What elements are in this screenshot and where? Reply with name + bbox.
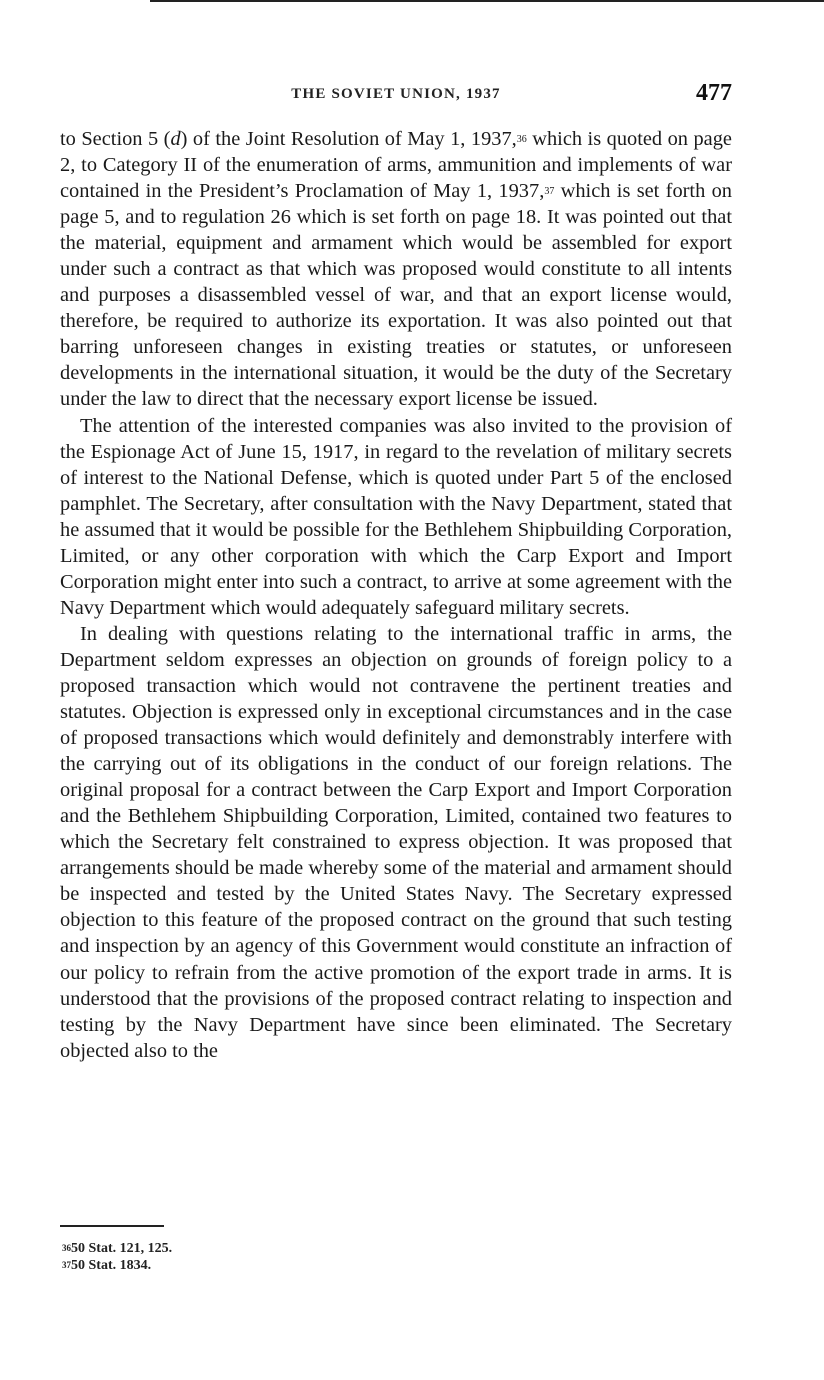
footnote-text: 50 Stat. 121, 125. [71,1241,173,1256]
footnote-ref-37: 37 [544,186,555,198]
paragraph-1 [60,126,732,413]
paragraph-1-text-d: which is set forth on page 5, and to regulation 26 which is set forth on page 18. It was pointed out that the material, equipment and armament which would be assembled for export under such a contract as that which was proposed would constitute to all intents and purposes a disassembled vessel of war, and that an export license would, therefore, be required to authorize its exportation. It was also pointed out that barring unforeseen changes in existing treaties or statutes, or unforeseen developments in the international situation, it would be the duty of the Secretary under the law to direct that the necessary export license be issued. [60,180,732,411]
footnote-divider [60,1225,164,1227]
paragraph-2: The attention of the interested companies was also invited to the provision of the Espionage Act of June 15, 1917, in regard to the revelation of military secrets of interest to the National Defense, which is quoted under Part 5 of the enclosed pamphlet. The Secretary, after consultation with the Navy Department, stated that he assumed that it would be possible for the Bethlehem Shipbuilding Corporation, Limited, or any other corporation with which the Carp Export and Import Corporation might enter into such a contract, to arrive at some agreement with the Navy Department which would adequately safeguard military secrets. [60,414,732,619]
running-title: THE SOVIET UNION, 1937 [291,86,501,102]
footnote-37 [62,1257,172,1274]
footnote-text: 50 Stat. 1834. [71,1258,152,1273]
body-text [60,126,732,1064]
footnote-mark: 36 [62,1243,71,1253]
section-letter: d [170,128,181,150]
footnotes [62,1240,172,1274]
paragraph-1-text-a: to Section 5 ( [60,128,171,150]
footnote-ref-36: 36 [516,134,527,145]
paragraph-1-text-c: which is quoted on page 2, to Category II of the enumeration of arms, ammunition and implements of war contained in the President’s Proclamation of May 1, 1937, [60,128,732,203]
page-number: 477 [696,80,732,106]
footnote-36 [62,1240,172,1257]
top-border-rule [150,0,824,2]
footnote-mark: 37 [62,1260,71,1270]
page-header [60,80,732,110]
paragraph-3: In dealing with questions relating to the international traffic in arms, the Department seldom expresses an objection on grounds of foreign policy to a proposed transaction which would not contravene the pertinent treaties and statutes. Objection is expressed only in exceptional circumstances and in the case of proposed transactions which would definitely and demonstrably interfere with the carrying out of its obligations in the conduct of our foreign relations. The original proposal for a contract between the Carp Export and Import Corporation and the Bethlehem Shipbuilding Corporation, Limited, contained two features to which the Secretary felt constrained to express objection. It was proposed that arrangements should be made whereby some of the material and armament should be inspected and tested by the United States Navy. The Secretary expressed objection to this feature of the proposed contract on the ground that such testing and inspection by an agency of this Government would constitute an infraction of our policy to refrain from the active promotion of the export trade in arms. It is understood that the provisions of the proposed contract relating to inspection and testing by the Navy Department have since been eliminated. The Secretary objected also to the [60,622,732,1062]
paragraph-1-text-b: ) of the Joint Resolution of May 1, 1937, [180,128,517,150]
